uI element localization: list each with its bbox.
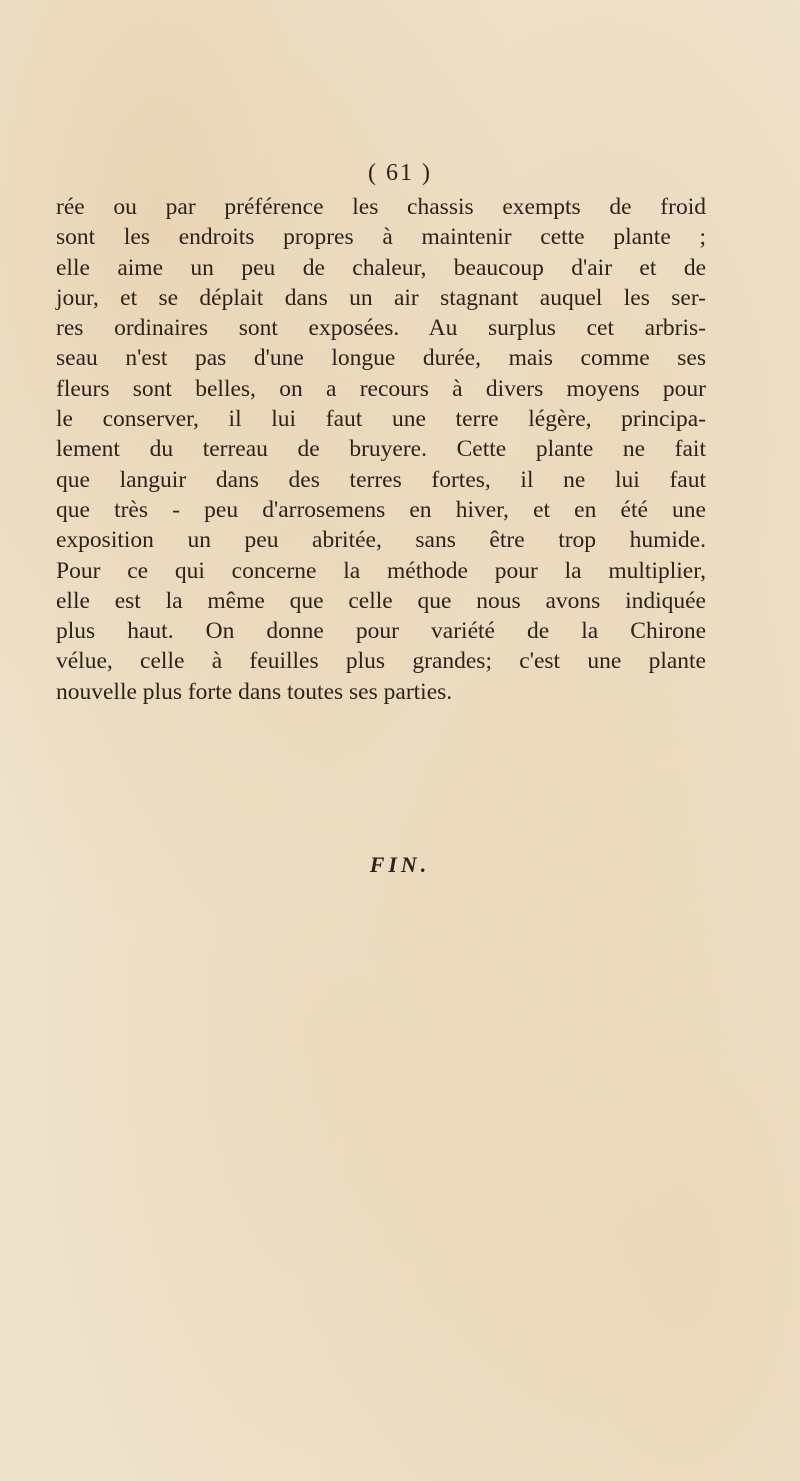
text-line: Pour ce qui concerne la méthode pour la multiplier, (56, 557, 706, 584)
text-line: elle est la même que celle que nous avons indiquée (56, 587, 706, 614)
text-line: nouvelle plus forte dans toutes ses parties. (56, 678, 453, 705)
text-line: que très - peu d'arrosemens en hiver, et en été une (56, 496, 706, 523)
text-line: le conserver, il lui faut une terre légère, principa- (56, 406, 706, 433)
text-line: lement du terreau de bruyere. Cette plante ne fait (56, 436, 706, 463)
text-line: res ordinaires sont exposées. Au surplus cet arbris- (56, 315, 706, 342)
text-line: exposition un peu abritée, sans être trop humide. (56, 527, 706, 554)
end-mark: FIN. (369, 852, 431, 877)
text-line: fleurs sont belles, on a recours à divers moyens pour (56, 375, 706, 402)
page-number: ( 61 ) (368, 160, 432, 186)
text-line: plus haut. On donne pour variété de la Chirone (56, 618, 706, 645)
text-line: seau n'est pas d'une longue durée, mais comme ses (56, 345, 706, 372)
text-line: sont les endroits propres à maintenir cette plante ; (56, 224, 706, 251)
text-line: jour, et se déplait dans un air stagnant auquel les ser- (56, 284, 706, 311)
body-text (56, 192, 706, 707)
text-line: vélue, celle à feuilles plus grandes; c'est une plante (56, 648, 706, 675)
text-line: rée ou par préférence les chassis exempts de froid (56, 194, 706, 220)
text-line: elle aime un peu de chaleur, beaucoup d'air et de (56, 254, 706, 281)
text-line: que languir dans des terres fortes, il ne lui faut (56, 466, 706, 493)
